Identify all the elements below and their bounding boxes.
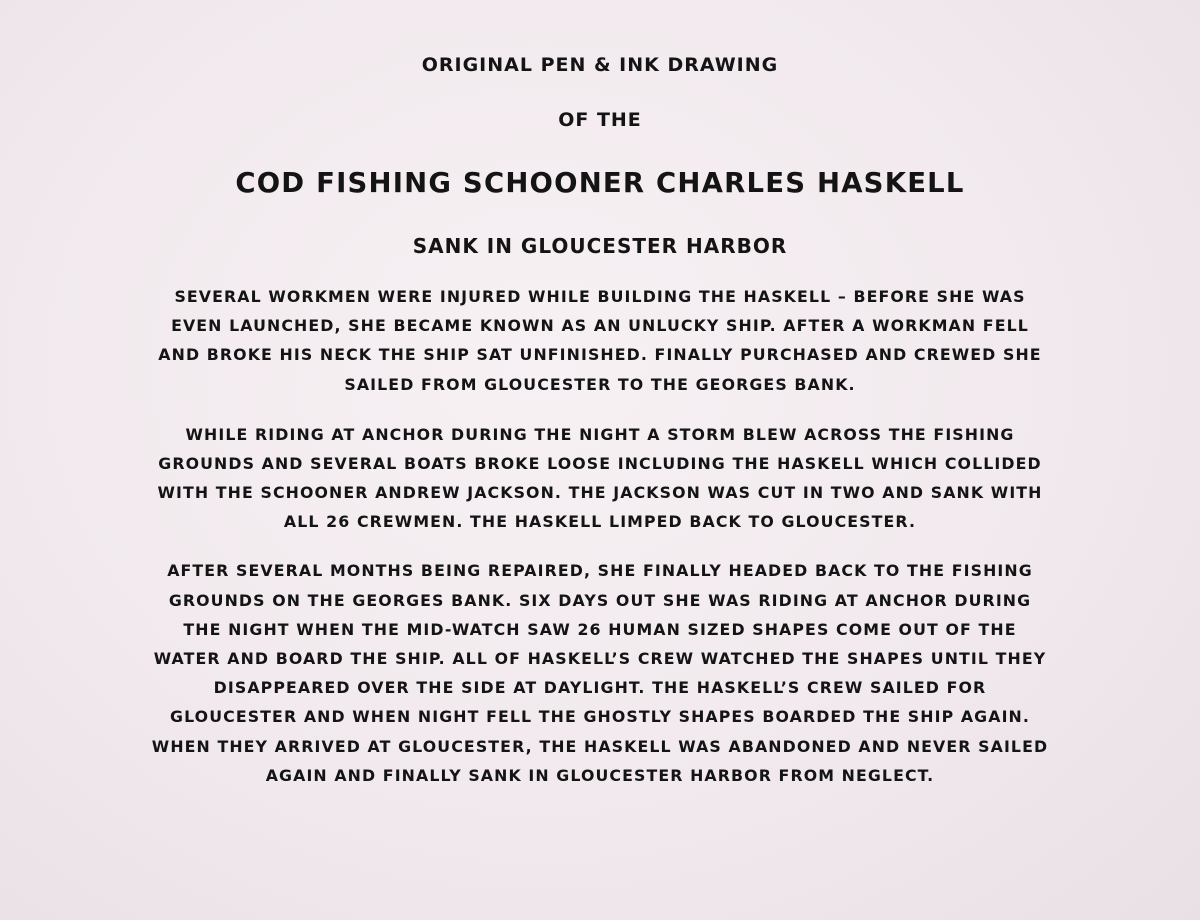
paragraph-line: THE NIGHT WHEN THE MID-WATCH SAW 26 HUMAN SIZED SHAPES COME OUT OF THE: [183, 620, 1017, 639]
paragraph-line: EVEN LAUNCHED, SHE BECAME KNOWN AS AN UNLUCKY SHIP. AFTER A WORKMAN FELL: [171, 316, 1029, 335]
paragraph-line: GROUNDS ON THE GEORGES BANK. SIX DAYS OUT SHE WAS RIDING AT ANCHOR DURING: [168, 591, 1032, 610]
paragraph-line: GLOUCESTER AND WHEN NIGHT FELL THE GHOSTLY SHAPES BOARDED THE SHIP AGAIN.: [170, 707, 1030, 726]
paragraph-line: SAILED FROM GLOUCESTER TO THE GEORGES BANK.: [344, 375, 856, 394]
document-title: COD FISHING SCHOONER CHARLES HASKELL: [235, 167, 965, 199]
paragraph-line: AGAIN AND FINALLY SANK IN GLOUCESTER HARBOR FROM NEGLECT.: [265, 766, 935, 785]
paragraph-line: SEVERAL WORKMEN WERE INJURED WHILE BUILDING THE HASKELL – BEFORE SHE WAS: [174, 287, 1026, 306]
document-subtitle: SANK IN GLOUCESTER HARBOR: [412, 234, 788, 258]
paragraph-line: WITH THE SCHOONER ANDREW JACKSON. THE JACKSON WAS CUT IN TWO AND SANK WITH: [157, 483, 1043, 502]
heading-line-2: OF THE: [558, 109, 642, 131]
paragraph-line: WHILE RIDING AT ANCHOR DURING THE NIGHT A STORM BLEW ACROSS THE FISHING: [185, 425, 1015, 444]
paragraph-line: AND BROKE HIS NECK THE SHIP SAT UNFINISHED. FINALLY PURCHASED AND CREWED SHE: [158, 345, 1042, 364]
paragraph-line: WHEN THEY ARRIVED AT GLOUCESTER, THE HASKELL WAS ABANDONED AND NEVER SAILED: [151, 737, 1049, 756]
paragraph-line: DISAPPEARED OVER THE SIDE AT DAYLIGHT. THE HASKELL’S CREW SAILED FOR: [213, 678, 987, 697]
paragraph-line: GROUNDS AND SEVERAL BOATS BROKE LOOSE INCLUDING THE HASKELL WHICH COLLIDED: [158, 454, 1042, 473]
paragraph-line: AFTER SEVERAL MONTHS BEING REPAIRED, SHE FINALLY HEADED BACK TO THE FISHING: [167, 561, 1033, 580]
heading-line-1: ORIGINAL PEN & INK DRAWING: [421, 54, 779, 76]
paragraph-line: WATER AND BOARD THE SHIP. ALL OF HASKELL’S CREW WATCHED THE SHAPES UNTIL THEY: [153, 649, 1047, 668]
paragraph-line: ALL 26 CREWMEN. THE HASKELL LIMPED BACK TO GLOUCESTER.: [283, 512, 917, 531]
